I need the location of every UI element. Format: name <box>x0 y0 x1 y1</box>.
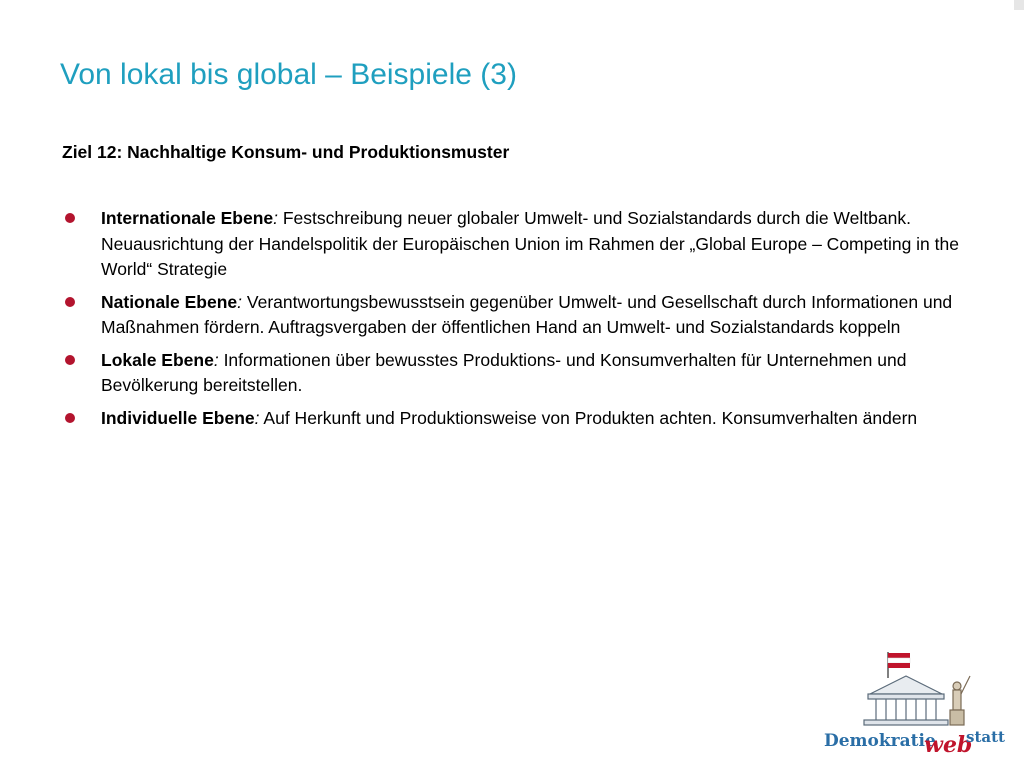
bullet-text: Informationen über bewusstes Produktions- und Konsumverhalten für Unternehmen und Bevölkerung bereitstellen. <box>101 349 907 395</box>
bullet-label: Lokale Ebene <box>101 349 214 370</box>
bullet-label: Individuelle Ebene <box>101 407 255 428</box>
bullet-dot-icon <box>65 355 75 365</box>
bullet-item-international <box>62 206 982 283</box>
bullet-list <box>62 206 982 438</box>
bullet-dot-icon <box>65 297 75 307</box>
bullet-colon: : <box>273 208 278 228</box>
slide-subtitle: Ziel 12: Nachhaltige Konsum- und Produktionsmuster <box>62 142 510 162</box>
bullet-colon: : <box>213 349 219 370</box>
bullet-text: Verantwortungsbewusstsein gegenüber Umwelt- und Gesellschaft durch Informationen und Maßnahmen fördern. Auftragsvergaben der öffentlichen Hand an Umwelt- und Sozialstandards koppeln <box>101 291 953 337</box>
logo-text-statt: statt <box>966 728 1005 746</box>
bullet-dot-icon <box>65 413 75 423</box>
logo-text-demokratie: Demokratie <box>824 731 936 751</box>
statue-icon <box>950 676 970 725</box>
bullet-dot-icon <box>65 213 75 223</box>
bullet-colon: : <box>254 407 260 428</box>
bullet-text: Auf Herkunft und Produktionsweise von Produkten achten. Konsumverhalten ändern <box>259 407 918 428</box>
bullet-colon: : <box>237 291 243 312</box>
demokratiewebstatt-logo <box>820 650 1010 760</box>
slide-title: Von lokal bis global – Beispiele (3) <box>60 58 517 91</box>
austria-flag-icon <box>888 652 910 678</box>
bullet-text: Festschreibung neuer globaler Umwelt- und Sozialstandards durch die Weltbank. Neuausrichtung der Handelspolitik der Europäischen Union im Rahmen der „Global Europe – Competing in the World“ Strategie <box>101 208 959 279</box>
bullet-label: Internationale Ebene <box>101 208 274 228</box>
parliament-building-icon <box>864 676 948 725</box>
bullet-item-individual <box>62 406 982 432</box>
corner-marker <box>1014 0 1024 10</box>
bullet-item-national <box>62 290 982 341</box>
bullet-label: Nationale Ebene <box>101 291 238 312</box>
bullet-item-local <box>62 348 982 399</box>
logo-text-web: web <box>924 732 973 758</box>
